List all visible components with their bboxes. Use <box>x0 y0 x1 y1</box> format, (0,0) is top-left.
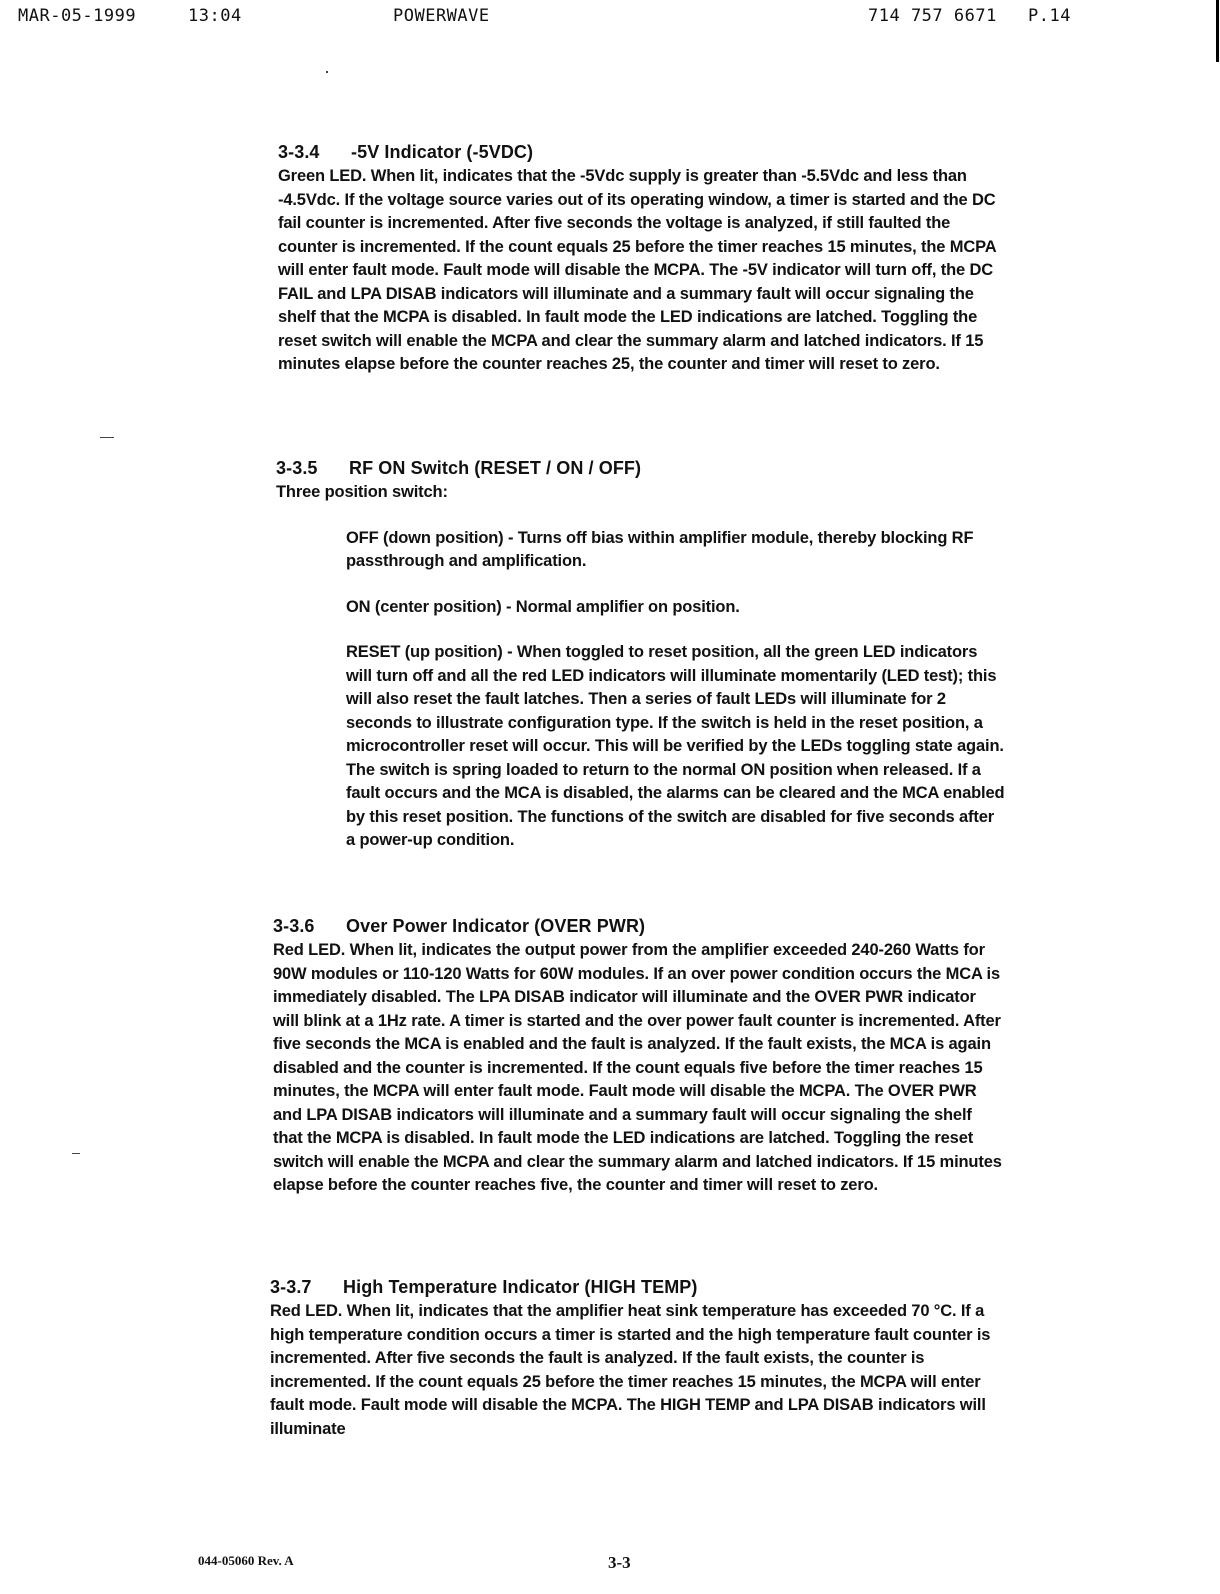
section-over-power-indicator <box>273 914 1003 1198</box>
section-title: -5V Indicator (-5VDC) <box>351 142 534 162</box>
section-title: Over Power Indicator (OVER PWR) <box>346 916 646 936</box>
switch-off-description: OFF (down position) - Turns off bias within amplifier module, thereby blocking RF passthrough and amplification. <box>346 528 974 570</box>
scan-speck <box>100 437 114 438</box>
section-number: 3-3.7 <box>270 1277 312 1297</box>
section-high-temperature-indicator <box>270 1275 1000 1441</box>
section-heading <box>270 1275 1000 1299</box>
fax-sender: POWERWAVE <box>393 6 490 26</box>
section-title: High Temperature Indicator (HIGH TEMP) <box>343 1277 698 1297</box>
section-intro: Three position switch: <box>276 483 448 501</box>
page-number: 3-3 <box>608 1553 631 1572</box>
switch-reset-description: RESET (up position) - When toggled to reset position, all the green LED indicators will turn off and all the red LED indicators will illuminate momentarily (LED test); this will also reset the fault latches. Then a series of fault LEDs will illuminate for 2 seconds to illustrate configuration type. If the switch is held in the reset position, a microcontroller reset will occur. This will be verified by the LEDs toggling state again. The switch is spring loaded to return to the normal ON position when released. If a fault occurs and the MCA is disabled, the alarms can be cleared and the MCA enabled by this reset position. The functions of the switch are disabled for five seconds after a power-up condition. <box>346 643 1005 849</box>
section-paragraph: Red LED. When lit, indicates that the amplifier heat sink temperature has exceeded 70 °C. If a high temperature condition occurs a timer is started and the high temperature fault counter is incremented. After five seconds the fault is analyzed. If the fault exists, the counter is incremented. If the count equals 25 before the timer reaches 15 minutes, the MCPA will enter fault mode. Fault mode will disable the MCPA. The HIGH TEMP and LPA DISAB indicators will illuminate <box>270 1302 991 1438</box>
section-paragraph: Red LED. When lit, indicates the output power from the amplifier exceeded 240-260 Watts for 90W modules or 110-120 Watts for 60W modules. If an over power condition occurs the MCA is immediately disabled. The LPA DISAB indicator will illuminate and the OVER PWR indicator will blink at a 1Hz rate. A timer is started and the over power fault counter is incremented. After five seconds the MCA is enabled and the fault is analyzed. If the fault exists, the MCA is again disabled and the counter is incremented. If the count equals five before the timer reaches 15 minutes, the MCPA will enter fault mode. Fault mode will disable the MCPA. The OVER PWR and LPA DISAB indicators will illuminate and a summary fault will occur signaling the shelf that the MCPA is disabled. In fault mode the LED indications are latched. Toggling the reset switch will enable the MCPA and clear the summary alarm and latched indicators. If 15 minutes elapse before the counter reaches five, the counter and timer will reset to zero. <box>273 941 1002 1194</box>
section-rf-on-switch <box>276 456 1006 853</box>
fax-date: MAR-05-1999 <box>18 6 137 26</box>
fax-header <box>0 0 1220 40</box>
fax-phone: 714 757 6671 <box>868 6 997 26</box>
fax-time: 13:04 <box>188 6 242 26</box>
section-heading <box>273 914 1003 938</box>
section-5v-indicator <box>278 140 1008 377</box>
fax-page-number: P.14 <box>1028 6 1071 26</box>
document-number: 044-05060 Rev. A <box>198 1553 294 1568</box>
scan-edge-line <box>1216 0 1219 62</box>
section-number: 3-3.6 <box>273 916 315 936</box>
section-heading <box>276 456 1006 480</box>
section-number: 3-3.4 <box>278 142 320 162</box>
scan-speck <box>72 1153 80 1154</box>
switch-on-description: ON (center position) - Normal amplifier on position. <box>346 597 740 616</box>
section-number: 3-3.5 <box>276 458 318 478</box>
section-heading <box>278 140 1008 164</box>
section-paragraph: Green LED. When lit, indicates that the -5Vdc supply is greater than -5.5Vdc and less than -4.5Vdc. If the voltage source varies out of its operating window, a timer is started and the DC fail counter is incremented. After five seconds the voltage is analyzed, if still faulted the counter is incremented. If the count equals 25 before the timer reaches 15 minutes, the MCPA will enter fault mode. Fault mode will disable the MCPA. The -5V indicator will turn off, the DC FAIL and LPA DISAB indicators will illuminate and a summary fault will occur signaling the shelf that the MCPA is disabled. In fault mode the LED indications are latched. Toggling the reset switch will enable the MCPA and clear the summary alarm and latched indicators. If 15 minutes elapse before the counter reaches 25, the counter and timer will reset to zero. <box>278 167 996 373</box>
section-title: RF ON Switch (RESET / ON / OFF) <box>349 458 642 478</box>
scan-speck <box>326 71 328 73</box>
